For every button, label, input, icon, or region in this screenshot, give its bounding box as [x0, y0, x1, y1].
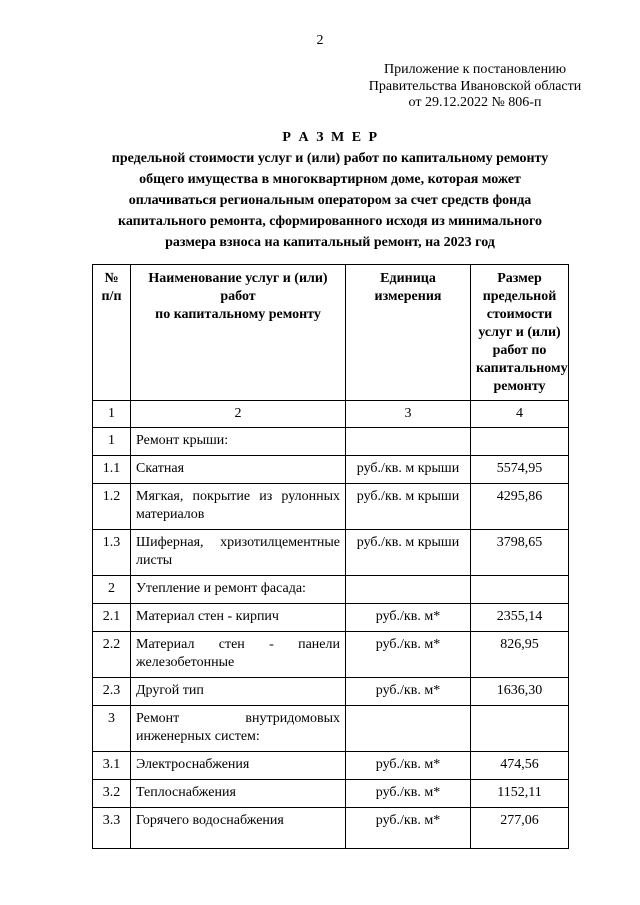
- table-row: [93, 575, 569, 603]
- table-row: [93, 427, 569, 455]
- row-number: 2: [93, 575, 131, 603]
- text-line: Наименование услуг и (или): [148, 270, 328, 286]
- work-name-line: инженерных систем:: [136, 728, 260, 744]
- appendix-reference: [350, 62, 600, 112]
- text-line: по капитальному ремонту: [155, 306, 321, 322]
- unit-of-measure: руб./кв. м крыши: [346, 455, 471, 483]
- table-row: [93, 455, 569, 483]
- text-line: размера взноса на капитальный ремонт, на 2023 год: [165, 234, 495, 250]
- work-name-line: Горячего водоснабжения: [136, 812, 284, 828]
- unit-of-measure: руб./кв. м*: [346, 751, 471, 779]
- cost-value: 2355,14: [471, 603, 569, 631]
- column-number: 2: [131, 400, 346, 427]
- unit-of-measure: руб./кв. м*: [346, 631, 471, 677]
- table-row: [93, 807, 569, 848]
- work-name-line: Материал стен - панели: [136, 636, 340, 652]
- work-name-line: листы: [136, 552, 173, 568]
- work-name: [131, 575, 346, 603]
- work-name-line: Мягкая, покрытие из рулонных: [136, 488, 340, 504]
- cost-value: [471, 705, 569, 751]
- cost-value: 277,06: [471, 807, 569, 848]
- title-heading: Р А З М Е Р: [282, 129, 378, 145]
- unit-of-measure: руб./кв. м*: [346, 779, 471, 807]
- text-line: Размер: [497, 270, 542, 286]
- work-name: [131, 631, 346, 677]
- unit-of-measure: руб./кв. м крыши: [346, 483, 471, 529]
- row-number: 2.1: [93, 603, 131, 631]
- header-cost: [471, 264, 569, 400]
- work-name: [131, 751, 346, 779]
- row-number: 3: [93, 705, 131, 751]
- row-number: 1.2: [93, 483, 131, 529]
- work-name: [131, 483, 346, 529]
- text-line: Правительства Ивановской области: [368, 78, 582, 94]
- work-name-line: Теплоснабжения: [136, 784, 236, 800]
- cost-value: 1636,30: [471, 677, 569, 705]
- cost-value: [471, 575, 569, 603]
- work-name: [131, 529, 346, 575]
- text-line: стоимости: [486, 306, 553, 322]
- work-name: [131, 427, 346, 455]
- title-text: [65, 148, 595, 253]
- text-line: работ: [220, 288, 256, 304]
- text-line: Единица: [380, 270, 436, 286]
- cost-value: 1152,11: [471, 779, 569, 807]
- cost-value: 4295,86: [471, 483, 569, 529]
- work-name: [131, 677, 346, 705]
- work-name-line: Другой тип: [136, 682, 204, 698]
- text-line: №: [104, 270, 119, 286]
- header-num: [93, 264, 131, 400]
- row-number: 3.1: [93, 751, 131, 779]
- text-line: п/п: [101, 288, 122, 304]
- table-row: [93, 779, 569, 807]
- table-row: [93, 529, 569, 575]
- table-row: [93, 677, 569, 705]
- table-row: [93, 631, 569, 677]
- work-name: [131, 603, 346, 631]
- row-number: 1.3: [93, 529, 131, 575]
- work-name-line: Электроснабжения: [136, 756, 250, 772]
- unit-of-measure: руб./кв. м*: [346, 677, 471, 705]
- text-line: измерения: [374, 288, 442, 304]
- work-name-line: Утепление и ремонт фасада:: [136, 580, 306, 596]
- table-row: [93, 751, 569, 779]
- row-number: 3.3: [93, 807, 131, 848]
- text-line: Приложение к постановлению: [383, 62, 567, 77]
- work-name: [131, 807, 346, 848]
- row-number: 2.2: [93, 631, 131, 677]
- row-number: 1.1: [93, 455, 131, 483]
- cost-table: [92, 264, 569, 849]
- cost-value: 474,56: [471, 751, 569, 779]
- row-number: 2.3: [93, 677, 131, 705]
- table-row: [93, 603, 569, 631]
- cost-value: 3798,65: [471, 529, 569, 575]
- work-name-line: Скатная: [136, 460, 185, 476]
- column-number: 4: [471, 400, 569, 427]
- column-number: 1: [93, 400, 131, 427]
- column-number-row: [93, 400, 569, 427]
- column-number: 3: [346, 400, 471, 427]
- text-line: услуг и (или): [478, 324, 561, 340]
- work-name: [131, 455, 346, 483]
- table-header-row: [93, 264, 569, 400]
- table-row: [93, 483, 569, 529]
- table-header: [93, 264, 569, 427]
- text-line: общего имущества в многоквартирном доме, которая может: [139, 171, 521, 187]
- unit-of-measure: руб./кв. м крыши: [346, 529, 471, 575]
- text-line: капитальному: [476, 360, 568, 376]
- text-line: оплачиваться региональным оператором за счет средств фонда: [128, 192, 532, 208]
- unit-of-measure: [346, 427, 471, 455]
- work-name: [131, 705, 346, 751]
- work-name-line: материалов: [136, 506, 205, 522]
- text-line: предельной стоимости услуг и (или) работ по капитальному ремонту: [111, 150, 549, 166]
- work-name-line: Ремонт крыши:: [136, 432, 229, 448]
- cost-value: 5574,95: [471, 455, 569, 483]
- row-number: 3.2: [93, 779, 131, 807]
- text-line: от 29.12.2022 № 806-п: [408, 95, 542, 110]
- unit-of-measure: [346, 705, 471, 751]
- work-name-line: Ремонт внутридомовых: [136, 710, 340, 726]
- table-row: [93, 705, 569, 751]
- unit-of-measure: руб./кв. м*: [346, 603, 471, 631]
- text-line: предельной: [482, 288, 557, 304]
- work-name-line: Шиферная, хризотилцементные: [136, 534, 340, 550]
- unit-of-measure: руб./кв. м*: [346, 807, 471, 848]
- text-line: ремонту: [493, 378, 546, 394]
- document-title: [0, 127, 640, 253]
- work-name-line: Материал стен - кирпич: [136, 608, 279, 624]
- work-name-line: железобетонные: [136, 654, 235, 670]
- cost-value: 826,95: [471, 631, 569, 677]
- cost-value: [471, 427, 569, 455]
- row-number: 1: [93, 427, 131, 455]
- work-name: [131, 779, 346, 807]
- header-unit: [346, 264, 471, 400]
- table-body: [93, 427, 569, 848]
- text-line: капитального ремонта, сформированного исходя из минимального: [118, 213, 542, 229]
- page-number: 2: [316, 33, 324, 48]
- unit-of-measure: [346, 575, 471, 603]
- text-line: работ по: [492, 342, 547, 358]
- header-work-name: [131, 264, 346, 400]
